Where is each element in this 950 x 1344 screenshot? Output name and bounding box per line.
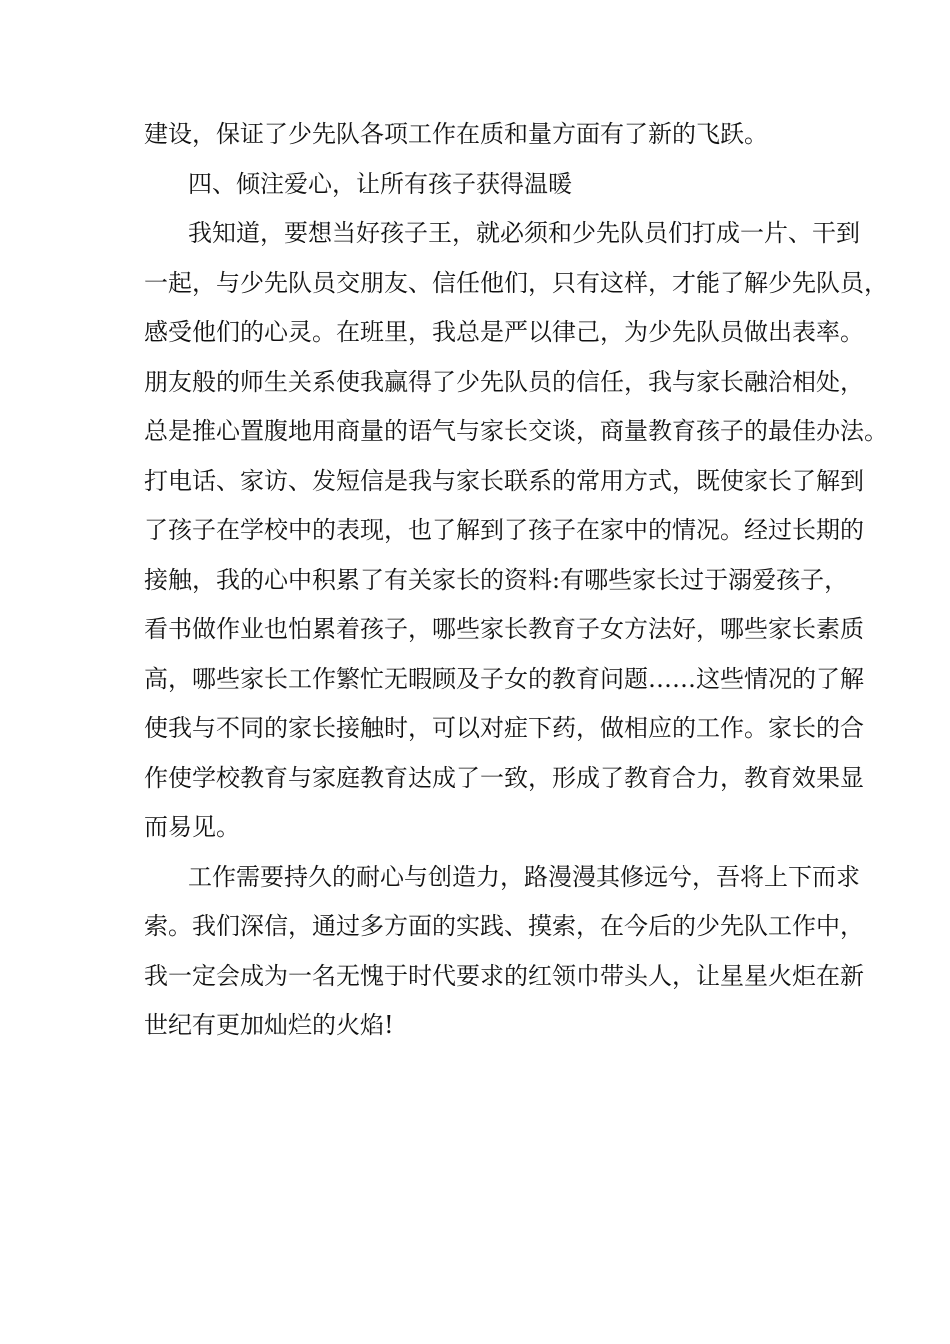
body-text [144, 110, 888, 1051]
text-line: 打电话、家访、发短信是我与家长联系的常用方式，既使家长了解到 [144, 466, 864, 495]
text-line: 我一定会成为一名无愧于时代要求的红领巾带头人，让星星火炬在新 [144, 961, 864, 990]
text-line: 看书做作业也怕累着孩子，哪些家长教育子女方法好，哪些家长素质 [144, 615, 864, 643]
text-line: 而易见。 [144, 813, 240, 841]
text-line: 总是推心置腹地用商量的语气与家长交谈，商量教育孩子的最佳办法。 [144, 417, 888, 445]
text-line: 索。我们深信，通过多方面的实践、摸索，在今后的少先队工作中， [144, 912, 864, 940]
text-line: 使我与不同的家长接触时，可以对症下药，做相应的工作。家长的合 [144, 714, 864, 742]
text-line: 了孩子在学校中的表现，也了解到了孩子在家中的情况。经过长期的 [144, 516, 864, 544]
text-line: 建设，保证了少先队各项工作在质和量方面有了新的飞跃。 [144, 120, 768, 148]
text-line: 作使学校教育与家庭教育达成了一致，形成了教育合力，教育效果显 [144, 763, 864, 792]
text-line: 高，哪些家长工作繁忙无暇顾及子女的教育问题……这些情况的了解 [144, 664, 864, 693]
text-line: 朋友般的师生关系使我赢得了少先队员的信任，我与家长融洽相处， [144, 367, 864, 396]
text-line: 工作需要持久的耐心与创造力，路漫漫其修远兮，吾将上下而求 [188, 862, 860, 891]
text-line: 我知道，要想当好孩子王，就必须和少先队员们打成一片、干到 [188, 219, 860, 247]
text-line: 感受他们的心灵。在班里，我总是严以律己，为少先队员做出表率。 [144, 318, 864, 346]
text-line: 接触，我的心中积累了有关家长的资料:有哪些家长过于溺爱孩子， [144, 565, 849, 594]
section-heading: 四、倾注爱心，让所有孩子获得温暖 [188, 169, 572, 198]
text-line: 世纪有更加灿烂的火焰! [144, 1011, 394, 1039]
text-line: 一起，与少先队员交朋友、信任他们，只有这样，才能了解少先队员， [144, 268, 888, 297]
